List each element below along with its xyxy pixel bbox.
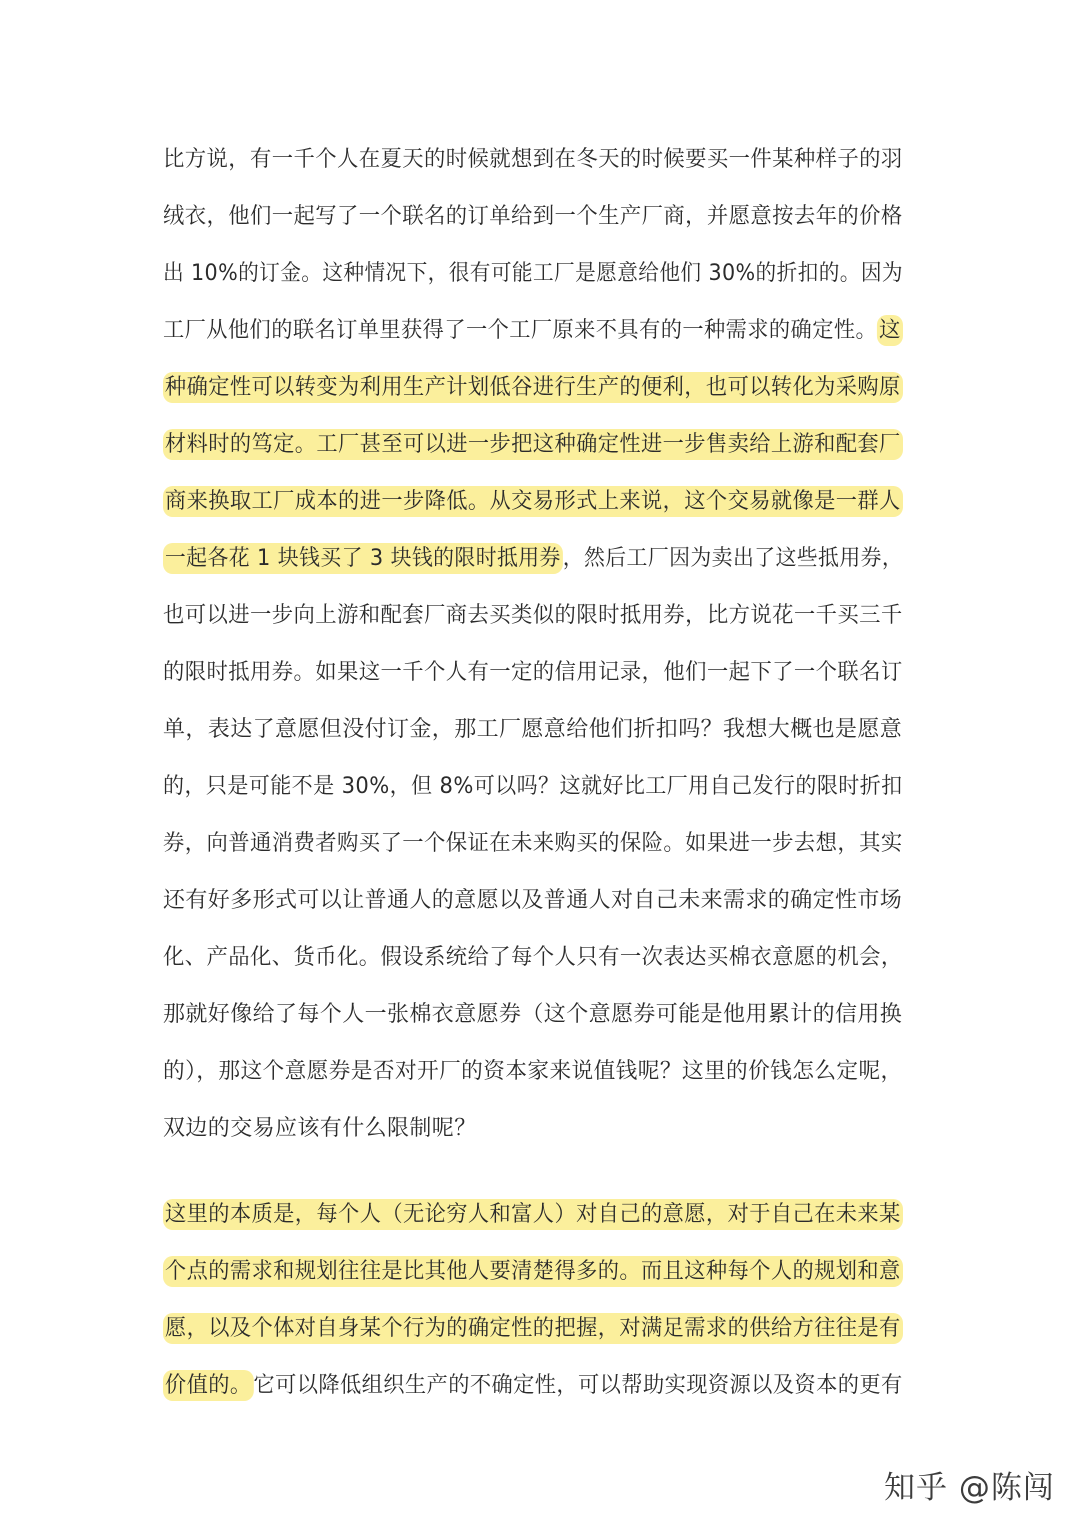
highlighted-text: 材料时的笃定。工厂甚至可以进一步把这种确定性进一步售卖给上游和配套厂 [163,429,903,460]
highlighted-text: 这里的本质是，每个人（无论穷人和富人）对自己的意愿，对于自己在未来某 [163,1199,903,1230]
paragraph-line: 化、产品化、货币化。假设系统给了每个人只有一次表达买棉衣意愿的机会， [163,945,903,970]
paragraph-line [163,1257,903,1287]
highlighted-text: 愿，以及个体对自身某个行为的确定性的把握，对满足需求的供给方往往是有 [163,1313,903,1344]
highlighted-text: 种确定性可以转变为利用生产计划低谷进行生产的便利，也可以转化为采购原 [163,372,903,403]
highlighted-text: 一起各花 1 块钱买了 3 块钱的限时抵用券 [163,543,563,574]
paragraph-line [163,487,903,517]
highlighted-text: 价值的。 [163,1370,253,1401]
paragraph-line: 也可以进一步向上游和配套厂商去买类似的限时抵用券，比方说花一千买三千 [163,603,903,628]
paragraph-line: 绒衣，他们一起写了一个联名的订单给到一个生产厂商，并愿意按去年的价格 [163,204,903,229]
paragraph-line [163,1200,903,1230]
paragraph-line: 的），那这个意愿券是否对开厂的资本家来说值钱呢？这里的价钱怎么定呢， [163,1059,903,1084]
paragraph-line: 比方说，有一千个人在夏天的时候就想到在冬天的时候要买一件某种样子的羽 [163,147,903,172]
paragraph-line: 工厂从他们的联名订单里获得了一个工厂原来不具有的一种需求的确定性。这 [163,316,903,346]
zhihu-watermark: 知乎 @陈闯 [884,1470,1055,1506]
highlighted-text: 个点的需求和规划往往是比其他人要清楚得多的。而且这种每个人的规划和意 [163,1256,903,1287]
paragraph-line: 双边的交易应该有什么限制呢？ [163,1116,477,1141]
paragraph-line: 出 10%的订金。这种情况下，很有可能工厂是愿意给他们 30%的折扣的。因为 [163,261,903,286]
paragraph-line [163,430,903,460]
highlighted-text: 这 [877,315,903,346]
paragraph-line: 价值的。它可以降低组织生产的不确定性，可以帮助实现资源以及资本的更有 [163,1371,903,1401]
paragraph-line: 的，只是可能不是 30%，但 8%可以吗？这就好比工厂用自己发行的限时折扣 [163,774,903,799]
paragraph-line: 还有好多形式可以让普通人的意愿以及普通人对自己未来需求的确定性市场 [163,888,903,913]
highlighted-text: 商来换取工厂成本的进一步降低。从交易形式上来说，这个交易就像是一群人 [163,486,903,517]
paragraph-line: 单，表达了意愿但没付订金，那工厂愿意给他们折扣吗？我想大概也是愿意 [163,717,903,742]
paragraph-line: 那就好像给了每个人一张棉衣意愿券（这个意愿券可能是他用累计的信用换 [163,1002,903,1027]
paragraph-line: 券，向普通消费者购买了一个保证在未来购买的保险。如果进一步去想，其实 [163,831,903,856]
paragraph-line: 一起各花 1 块钱买了 3 块钱的限时抵用券，然后工厂因为卖出了这些抵用券， [163,544,903,574]
paragraph-line [163,1314,903,1344]
paragraph-line: 的限时抵用券。如果这一千个人有一定的信用记录，他们一起下了一个联名订 [163,660,903,685]
paragraph-line [163,373,903,403]
